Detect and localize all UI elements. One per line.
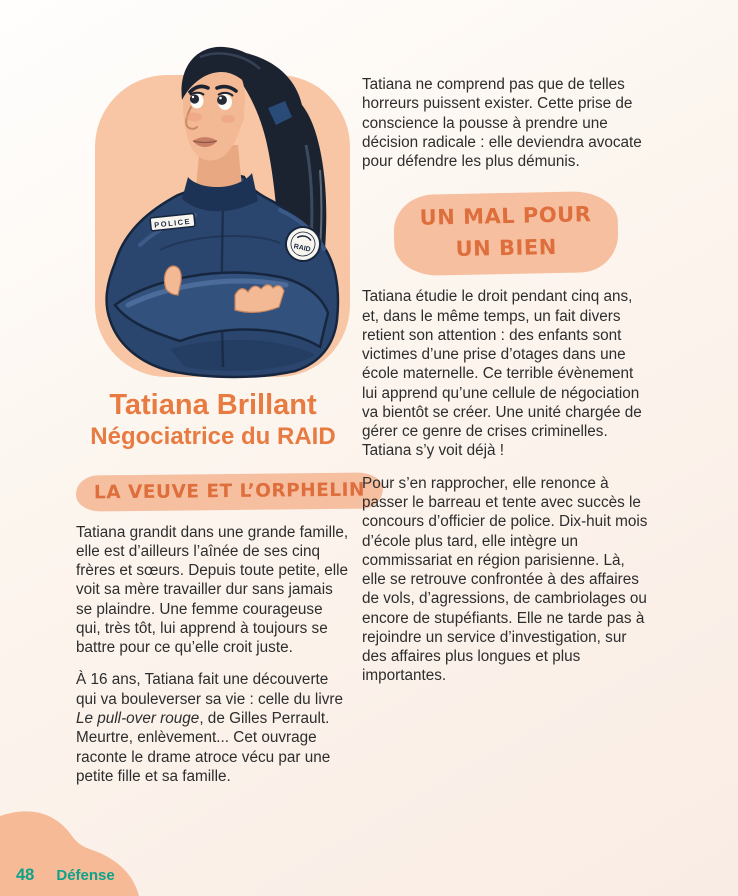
- left-column: [76, 389, 366, 786]
- police-patch-label: POLICE: [153, 216, 192, 230]
- hand-fingers: [235, 285, 284, 313]
- section-badge-la-veuve: [76, 472, 383, 511]
- page-number: 48: [16, 866, 35, 884]
- section-badge-un-mal: [393, 191, 618, 277]
- book-title-italic: Le pull-over rouge: [76, 710, 200, 728]
- section-name: Défense: [56, 867, 115, 884]
- profile-name: Tatiana Brillant: [109, 389, 317, 421]
- character-illustration: [70, 5, 370, 390]
- section-badge-label: LA VEUVE ET L’ORPHELIN: [93, 479, 366, 504]
- paragraph-etudes: Tatiana étudie le droit pendant cinq ans, et, dans le même temps, un fait divers retient son attention : des enfants sont victimes d’une prise d’otages dans une école maternelle. Ce terrible évènement lui apprend qu’une cellule de négociation va bientôt se créer. Une unité chargée de gérer ce genre de crises criminelles. Tatiana s’y voit déjà !: [362, 288, 642, 460]
- section-badge-line2: UN BIEN: [455, 234, 558, 261]
- paragraph-book: [76, 670, 350, 786]
- paragraph-police: Pour s’en rapprocher, elle renonce à passer le barreau et tente avec succès le concours d’officier de police. Dix-huit mois d’école plus tard, elle intègre un commissariat en région parisienne. Là, elle se retrouve confrontée à des affaires de vols, d’agressions, de cambriolages ou encore de stupéfiants. Elle ne tarde pas à rejoindre un service d’investigation, sur des affaires plus longues et plus importantes.: [362, 474, 648, 685]
- section-badge-line1: UN MAL POUR: [419, 202, 592, 231]
- raid-patch-label: RAID: [292, 243, 312, 254]
- right-column: [362, 68, 648, 686]
- paragraph-book-pre: À 16 ans, Tatiana fait une découverte qui va bouleverser sa vie : celle du livre: [76, 671, 343, 708]
- paragraph-horreurs: Tatiana ne comprend pas que de telles horreurs puissent exister. Cette prise de conscience la pousse à prendre une décision radicale : elle deviendra avocate pour défendre les plus démunis.: [362, 76, 642, 171]
- paragraph-book-post: , de Gilles Perrault. Meurtre, enlèvement... Cet ouvrage raconte le drame atroce vécu par une petite fille et sa famille.: [76, 710, 331, 785]
- page-footer: [16, 866, 115, 885]
- police-woman-drawing: [70, 5, 370, 390]
- hand-thumb: [164, 266, 181, 295]
- profile-role: Négociatrice du RAID: [90, 423, 336, 451]
- paragraph-family: Tatiana grandit dans une grande famille, elle est d’ailleurs l’aînée de ses cinq frères et sœurs. Depuis toute petite, elle voit sa mère travailler dur sans jamais se plaindre. Une femme courageuse qui, très tôt, lui apprend à toujours se battre pour ce qu’elle croit juste.: [76, 523, 349, 657]
